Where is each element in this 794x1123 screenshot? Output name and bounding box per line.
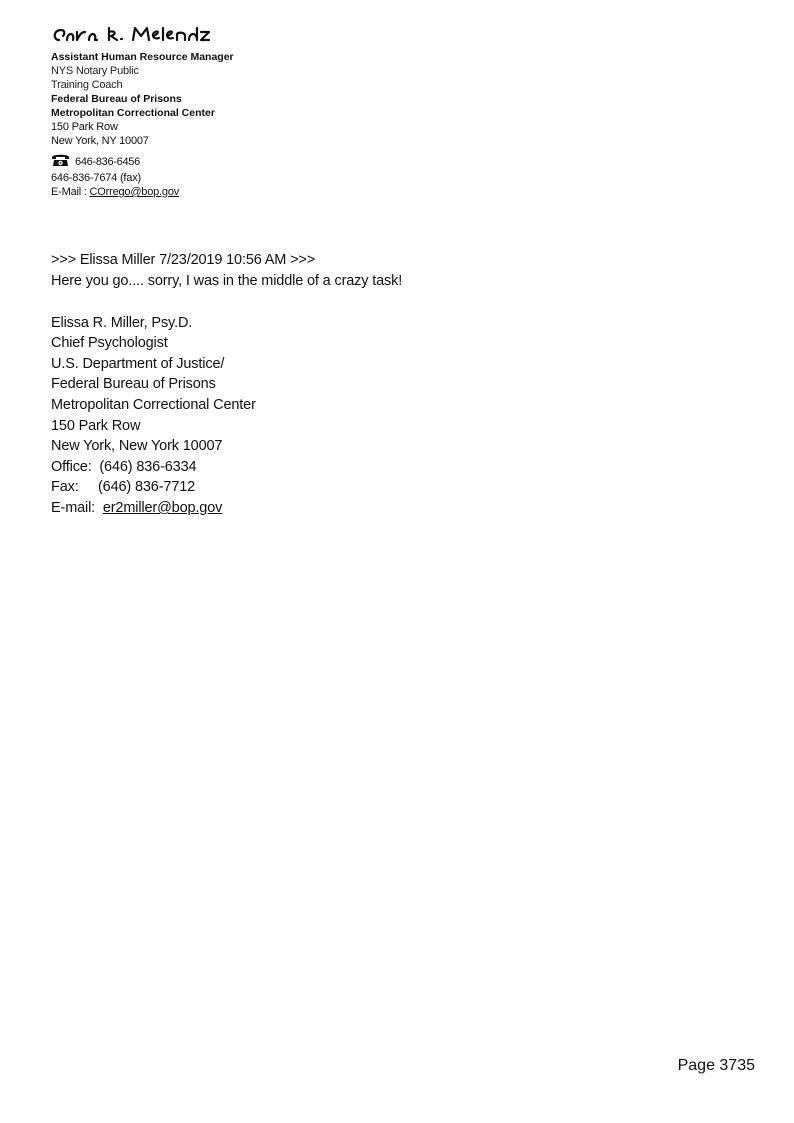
reply-signature-email-row [51,498,651,519]
telephone-icon [51,153,70,167]
sender-credential: NYS Notary Public [51,65,139,77]
sender-fax: 646-836-7674 (fax) [51,172,141,184]
sender-role: Training Coach [51,79,123,91]
fax-number: (646) 836-7712 [98,479,196,496]
reply-signature-title: Chief Psychologist [51,335,168,352]
quoted-message [51,250,651,519]
reply-signature-office-row [51,457,651,478]
sender-phone: 646-836-6456 [75,156,140,168]
reply-signature-name: Elissa R. Miller, Psy.D. [51,314,193,331]
sender-email-row [51,185,351,199]
office-phone: (646) 836-6334 [99,458,197,475]
page-number: Page 3735 [677,1057,755,1074]
reply-signature-fax-row [51,477,651,498]
email-label: E-mail: [51,500,96,517]
sender-email-label: E-Mail : [51,186,90,198]
reply-signature-org3: Metropolitan Correctional Center [51,397,256,414]
office-label: Office: [51,458,92,475]
reply-signature-address2: New York, New York 10007 [51,438,223,455]
reply-signature-address1: 150 Park Row [51,417,141,434]
paragraph-spacer [51,291,651,313]
quoted-message-header: >>> Elissa Miller 7/23/2019 10:56 AM >>> [51,252,316,268]
reply-email-link[interactable]: er2miller@bop.gov [102,500,223,517]
fax-label: Fax: [51,479,79,496]
reply-signature-org2: Federal Bureau of Prisons [51,376,216,393]
handwritten-signature-image [51,26,211,42]
quoted-message-body: Here you go.... sorry, I was in the middle of a crazy task! [51,272,403,289]
sender-address-street: 150 Park Row [51,121,118,133]
sender-organization: Federal Bureau of Prisons [51,93,182,105]
sender-email-link[interactable]: COrrego@bop.gov [89,186,180,198]
sender-phone-row [51,149,351,171]
sender-facility: Metropolitan Correctional Center [51,107,215,119]
reply-signature-org1: U.S. Department of Justice/ [51,355,225,372]
sender-address-city: New York, NY 10007 [51,135,149,147]
sender-job-title: Assistant Human Resource Manager [51,51,234,63]
